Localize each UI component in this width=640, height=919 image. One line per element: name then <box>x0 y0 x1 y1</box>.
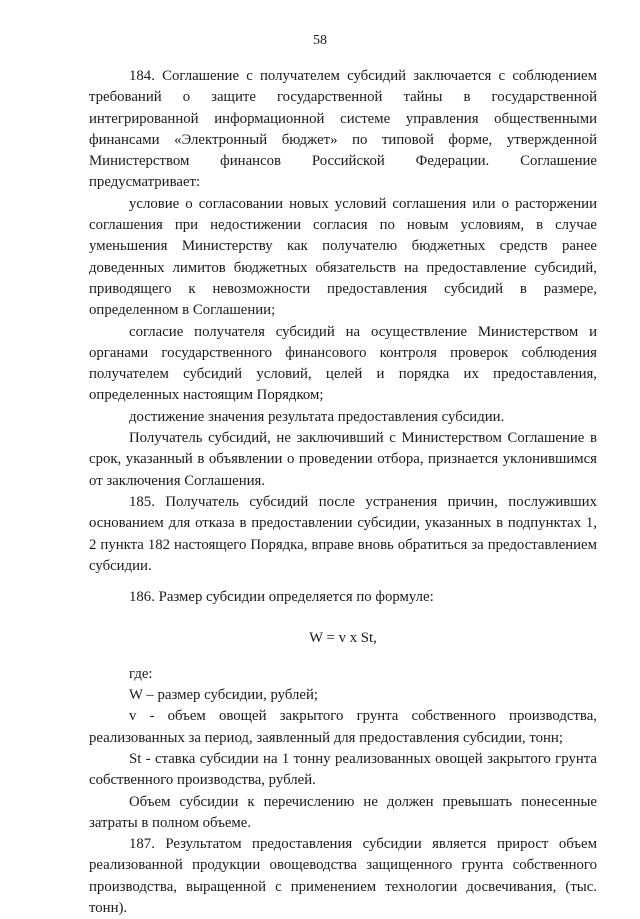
definition-st: St - ставка субсидии на 1 тонну реализованных овощей закрытого грунта собственного производства, рублей. <box>89 750 597 789</box>
page-number: 58 <box>313 33 327 48</box>
definition-w: W – размер субсидии, рублей; <box>129 687 319 704</box>
definition-where: где: <box>129 665 153 682</box>
paragraph-186: 186. Размер субсидии определяется по формуле: <box>129 589 434 606</box>
paragraph-consent-inspection: согласие получателя субсидий на осуществление Министерством и органами государственного финансового контроля проверок соблюдения получателем субсидий условий, целей и порядка их предоставления, определенных настоящим Порядком; <box>89 323 597 404</box>
paragraph-187: 187. Результатом предоставления субсидии является прирост объем реализованной продукции овощеводства защищенного грунта собственного производства, выращенной с применением технологии досвечивания, (тыс. тонн). <box>89 836 597 916</box>
paragraph-result-achievement: достижение значения результата предоставления субсидии. <box>129 408 505 425</box>
paragraph-184: 184. Соглашение с получателем субсидий заключается с соблюдением требований о защите государственной тайны в государственной интегрированной информационной системе управления общественными финансами «Электронный бюджет» по типовой форме, утвержденной Министерством финансов Российской Федерации. Соглашение предусматривает: <box>89 68 597 191</box>
paragraph-evasion: Получатель субсидий, не заключивший с Министерством Соглашение в срок, указанный в объявлении о проведении отбора, признается уклонившимся от заключения Соглашения. <box>89 430 597 489</box>
paragraph-condition-renegotiation: условие о согласовании новых условий соглашения или о расторжении соглашения при недостижении согласия по новым условиям, в случае уменьшения Министерству как получателю бюджетных средств ранее доведенных лимитов бюджетных обязательств на предоставление субсидий, приводящего к невозможности предоставления субсидий в размере, определенном в Соглашении; <box>89 195 597 319</box>
subsidy-formula: W = v x St, <box>309 630 377 647</box>
paragraph-subsidy-limit: Объем субсидии к перечислению не должен превышать понесенные затраты в полном объеме. <box>89 793 597 831</box>
document-body <box>89 66 597 919</box>
definition-v: v - объем овощей закрытого грунта собственного производства, реализованных за период, заявленный для предоставления субсидии, тонн; <box>89 708 597 746</box>
paragraph-185: 185. Получатель субсидий после устранения причин, послуживших основанием для отказа в предоставлении субсидии, указанных в подпунктах 1, 2 пункта 182 настоящего Порядка, вправе вновь обратиться за предоставлением субсидии. <box>89 493 597 574</box>
